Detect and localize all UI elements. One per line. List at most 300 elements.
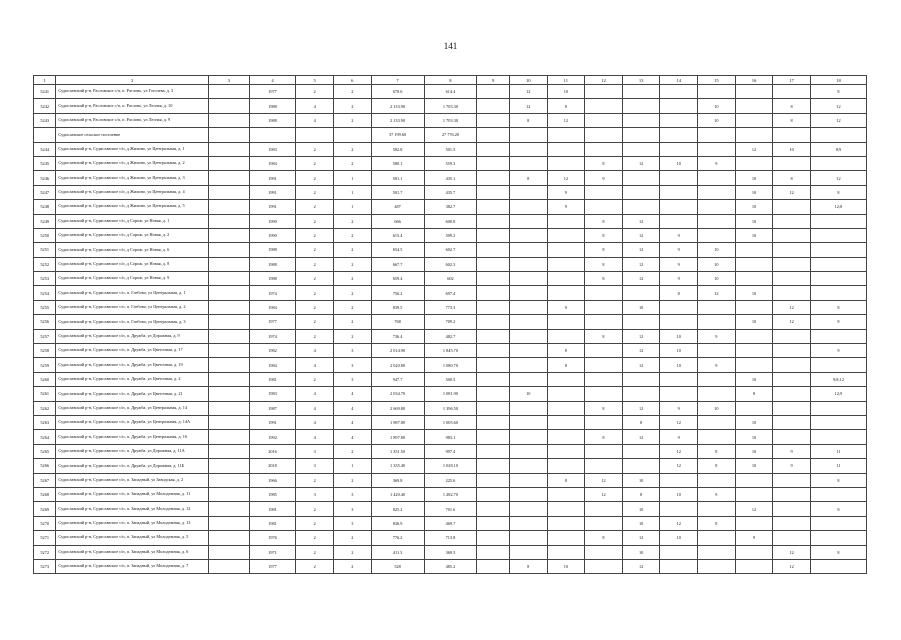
value-cell bbox=[477, 387, 510, 401]
value-cell: 8 bbox=[660, 286, 698, 300]
table-row bbox=[34, 444, 867, 458]
table-row bbox=[34, 545, 867, 559]
value-cell: 2 bbox=[296, 315, 334, 329]
value-cell: 599.2 bbox=[424, 228, 477, 242]
row-id-cell: 5259 bbox=[34, 358, 56, 372]
value-cell: 12 bbox=[622, 344, 660, 358]
value-cell: 614.4 bbox=[424, 85, 477, 99]
value-cell bbox=[585, 315, 623, 329]
value-cell bbox=[773, 214, 811, 228]
value-cell: 2 bbox=[296, 272, 334, 286]
row-id-cell: 5249 bbox=[34, 214, 56, 228]
value-cell: 2 bbox=[334, 228, 372, 242]
value-cell: 773.3 bbox=[424, 300, 477, 314]
value-cell: 9 bbox=[660, 257, 698, 271]
row-id-cell: 5247 bbox=[34, 185, 56, 199]
value-cell bbox=[208, 531, 249, 545]
value-cell: 12 bbox=[622, 329, 660, 343]
value-cell: 2 bbox=[296, 228, 334, 242]
value-cell: 4 bbox=[296, 430, 334, 444]
value-cell bbox=[810, 487, 866, 501]
value-cell bbox=[585, 516, 623, 530]
value-cell: 501.7 bbox=[371, 185, 424, 199]
value-cell bbox=[660, 545, 698, 559]
table-row bbox=[34, 200, 867, 214]
value-cell bbox=[585, 113, 623, 127]
value-cell bbox=[810, 329, 866, 343]
value-cell: 12 bbox=[622, 430, 660, 444]
value-cell: 2 133.90 bbox=[371, 99, 424, 113]
value-cell bbox=[698, 430, 736, 444]
value-cell bbox=[622, 387, 660, 401]
address-cell: Судиславский р-н, Судиславское с/п, п. Глебово, ул Центральная, д. 3 bbox=[56, 315, 209, 329]
value-cell bbox=[698, 545, 736, 559]
value-cell: 12 bbox=[622, 228, 660, 242]
value-cell: 9 bbox=[810, 344, 866, 358]
value-cell bbox=[585, 387, 623, 401]
value-cell bbox=[477, 99, 510, 113]
value-cell: 9 bbox=[547, 200, 585, 214]
address-cell: Судиславский р-н, Судиславское с/п, п. Западный, ул Молодежная, д. 7 bbox=[56, 559, 209, 573]
value-cell bbox=[735, 516, 773, 530]
column-header-18: 18 bbox=[810, 76, 866, 85]
value-cell: 12 bbox=[773, 315, 811, 329]
value-cell: 1988 bbox=[249, 272, 296, 286]
row-id-cell: 5265 bbox=[34, 444, 56, 458]
value-cell bbox=[810, 415, 866, 429]
table-row bbox=[34, 300, 867, 314]
value-cell bbox=[208, 329, 249, 343]
value-cell: 12 bbox=[773, 300, 811, 314]
value-cell bbox=[660, 372, 698, 386]
value-cell: 1974 bbox=[249, 286, 296, 300]
value-cell: 8;9 bbox=[810, 142, 866, 156]
table-row bbox=[34, 401, 867, 415]
value-cell: 2 014.90 bbox=[371, 344, 424, 358]
value-cell: 12 bbox=[622, 272, 660, 286]
value-cell bbox=[622, 128, 660, 142]
value-cell bbox=[735, 85, 773, 99]
address-cell: Судиславский р-н, Судиславское с/п, д Жилино, ул Центральная, д. 4 bbox=[56, 185, 209, 199]
value-cell: 9 bbox=[773, 444, 811, 458]
value-cell bbox=[735, 358, 773, 372]
value-cell: 4 bbox=[296, 401, 334, 415]
value-cell: 736.4 bbox=[371, 329, 424, 343]
value-cell: 8 bbox=[773, 99, 811, 113]
value-cell bbox=[810, 272, 866, 286]
table-row bbox=[34, 142, 867, 156]
table-row bbox=[34, 559, 867, 573]
value-cell: 2 020.80 bbox=[371, 358, 424, 372]
value-cell bbox=[585, 444, 623, 458]
address-cell: Судиславский р-н, Судиславское с/п, д Сорож, ул Новая, д. 1 bbox=[56, 214, 209, 228]
table-row bbox=[34, 531, 867, 545]
value-cell: 666 bbox=[371, 214, 424, 228]
address-cell: Судиславский р-н, Судиславское с/п, п. Западный, ул Молодежная, д. 5 bbox=[56, 531, 209, 545]
value-cell: 1 703.30 bbox=[424, 99, 477, 113]
value-cell bbox=[810, 128, 866, 142]
value-cell: 580.1 bbox=[371, 156, 424, 170]
value-cell: 582.8 bbox=[371, 142, 424, 156]
value-cell: 9 bbox=[660, 228, 698, 242]
value-cell bbox=[547, 401, 585, 415]
row-id-cell: 5243 bbox=[34, 113, 56, 127]
page-number: 141 bbox=[443, 41, 458, 51]
column-header-10: 10 bbox=[509, 76, 547, 85]
address-cell: Судиславский р-н, Судиславское с/п, п. Западный, ул Молодежная, д. 6 bbox=[56, 545, 209, 559]
value-cell bbox=[773, 272, 811, 286]
row-id-cell: 5254 bbox=[34, 286, 56, 300]
value-cell: 10 bbox=[735, 171, 773, 185]
value-cell bbox=[208, 401, 249, 415]
value-cell: 12;8 bbox=[810, 200, 866, 214]
value-cell: 12 bbox=[622, 156, 660, 170]
row-id-cell: 5253 bbox=[34, 272, 56, 286]
row-id-cell: 5242 bbox=[34, 99, 56, 113]
value-cell: 2 bbox=[296, 473, 334, 487]
value-cell bbox=[773, 372, 811, 386]
value-cell: 3 bbox=[334, 372, 372, 386]
value-cell bbox=[735, 257, 773, 271]
value-cell: 8 bbox=[547, 99, 585, 113]
value-cell bbox=[660, 99, 698, 113]
value-cell bbox=[585, 85, 623, 99]
value-cell bbox=[208, 142, 249, 156]
value-cell: 670.6 bbox=[371, 85, 424, 99]
value-cell bbox=[773, 128, 811, 142]
value-cell bbox=[547, 228, 585, 242]
row-id-cell: 5261 bbox=[34, 387, 56, 401]
value-cell bbox=[547, 272, 585, 286]
value-cell bbox=[698, 85, 736, 99]
value-cell: 3 bbox=[334, 344, 372, 358]
value-cell: 10 bbox=[622, 502, 660, 516]
value-cell bbox=[208, 228, 249, 242]
value-cell bbox=[547, 487, 585, 501]
value-cell: 1991 bbox=[249, 185, 296, 199]
value-cell bbox=[208, 128, 249, 142]
value-cell bbox=[509, 300, 547, 314]
value-cell: 9 bbox=[660, 430, 698, 444]
value-cell: 9 bbox=[698, 358, 736, 372]
value-cell: 2018 bbox=[249, 459, 296, 473]
value-cell: 2 bbox=[334, 531, 372, 545]
value-cell: 2 bbox=[334, 473, 372, 487]
value-cell: 1981 bbox=[249, 372, 296, 386]
value-cell bbox=[208, 559, 249, 573]
value-cell: 8 bbox=[547, 358, 585, 372]
value-cell: 2 bbox=[296, 85, 334, 99]
value-cell: 8 bbox=[810, 315, 866, 329]
value-cell: 1 bbox=[334, 459, 372, 473]
value-cell bbox=[585, 372, 623, 386]
value-cell: 11 bbox=[810, 459, 866, 473]
value-cell: 10 bbox=[698, 99, 736, 113]
row-id-cell: 5271 bbox=[34, 531, 56, 545]
value-cell: 1984 bbox=[249, 300, 296, 314]
value-cell: 12 bbox=[810, 99, 866, 113]
value-cell: 485.2 bbox=[424, 559, 477, 573]
address-cell: Судиславское сельское поселение bbox=[56, 128, 209, 142]
value-cell bbox=[547, 444, 585, 458]
row-id-cell: 5260 bbox=[34, 372, 56, 386]
value-cell bbox=[334, 128, 372, 142]
address-cell: Судиславский р-н, Судиславское с/п, п. Дружба, ул Центральная, д. 14А bbox=[56, 415, 209, 429]
value-cell bbox=[208, 300, 249, 314]
value-cell bbox=[208, 200, 249, 214]
address-cell: Судиславский р-н, Судиславское с/п, п. Дружба, ул Центральная, д. 16 bbox=[56, 430, 209, 444]
value-cell: 8 bbox=[622, 415, 660, 429]
value-cell: 9 bbox=[698, 329, 736, 343]
value-cell: 3 bbox=[334, 502, 372, 516]
value-cell: 1981 bbox=[249, 516, 296, 530]
value-cell bbox=[509, 516, 547, 530]
value-cell bbox=[810, 430, 866, 444]
value-cell: 12 bbox=[622, 257, 660, 271]
value-cell bbox=[735, 99, 773, 113]
value-cell bbox=[698, 142, 736, 156]
value-cell: 825.2 bbox=[371, 502, 424, 516]
value-cell: 12 bbox=[622, 401, 660, 415]
value-cell: 12 bbox=[773, 185, 811, 199]
address-cell: Судиславский р-н, Судиславское с/п, д Сорож, ул Новая, д. 2 bbox=[56, 228, 209, 242]
address-cell: Судиславский р-н, Судиславское с/п, п. Западный, ул Молодежная, д. 13 bbox=[56, 516, 209, 530]
value-cell: 8 bbox=[810, 473, 866, 487]
value-cell: 2 bbox=[296, 243, 334, 257]
value-cell: 10 bbox=[735, 315, 773, 329]
value-cell bbox=[735, 156, 773, 170]
value-cell: 501.1 bbox=[371, 171, 424, 185]
value-cell: 2 bbox=[334, 99, 372, 113]
value-cell bbox=[477, 401, 510, 415]
value-cell bbox=[773, 401, 811, 415]
value-cell: 12 bbox=[735, 502, 773, 516]
value-cell: 10 bbox=[622, 473, 660, 487]
value-cell: 1974 bbox=[249, 329, 296, 343]
value-cell: 10 bbox=[660, 344, 698, 358]
value-cell: 1991 bbox=[249, 415, 296, 429]
value-cell: 487 bbox=[371, 200, 424, 214]
value-cell: 654.5 bbox=[371, 243, 424, 257]
address-cell: Судиславский р-н, Судиславское с/п, п. Дружба, ул Цветочная, д. 19 bbox=[56, 358, 209, 372]
table-row bbox=[34, 415, 867, 429]
value-cell bbox=[773, 243, 811, 257]
value-cell bbox=[660, 113, 698, 127]
row-id-cell: 5266 bbox=[34, 459, 56, 473]
value-cell bbox=[698, 200, 736, 214]
value-cell: 500.5 bbox=[424, 372, 477, 386]
value-cell: 2 bbox=[334, 113, 372, 127]
value-cell: 1971 bbox=[249, 545, 296, 559]
value-cell: 9 bbox=[660, 401, 698, 415]
value-cell: 10 bbox=[698, 113, 736, 127]
value-cell: 1 845.70 bbox=[424, 344, 477, 358]
value-cell: 2016 bbox=[249, 444, 296, 458]
address-cell: Судиславский р-н, Судиславское с/п, п. Дружба, ул Центральная, д. 14 bbox=[56, 401, 209, 415]
value-cell bbox=[773, 257, 811, 271]
table-row bbox=[34, 473, 867, 487]
value-cell: 12 bbox=[547, 171, 585, 185]
value-cell: 1983 bbox=[249, 387, 296, 401]
value-cell bbox=[585, 128, 623, 142]
value-cell bbox=[585, 300, 623, 314]
value-cell bbox=[509, 545, 547, 559]
value-cell: 8 bbox=[585, 228, 623, 242]
value-cell bbox=[622, 185, 660, 199]
value-cell: 1983 bbox=[249, 142, 296, 156]
column-header-11: 11 bbox=[547, 76, 585, 85]
subtotal-row bbox=[34, 128, 867, 142]
value-cell: 435.1 bbox=[424, 171, 477, 185]
value-cell: 12 bbox=[810, 171, 866, 185]
value-cell bbox=[208, 387, 249, 401]
value-cell bbox=[477, 272, 510, 286]
value-cell: 12 bbox=[773, 559, 811, 573]
value-cell: 8 bbox=[810, 300, 866, 314]
table-row bbox=[34, 214, 867, 228]
value-cell: 2 034.70 bbox=[371, 387, 424, 401]
value-cell bbox=[585, 545, 623, 559]
value-cell bbox=[477, 257, 510, 271]
value-cell bbox=[735, 113, 773, 127]
value-cell bbox=[735, 559, 773, 573]
value-cell bbox=[547, 531, 585, 545]
value-cell: 8 bbox=[585, 401, 623, 415]
value-cell bbox=[547, 142, 585, 156]
value-cell bbox=[509, 344, 547, 358]
value-cell bbox=[660, 559, 698, 573]
value-cell bbox=[249, 128, 296, 142]
value-cell: 3 bbox=[296, 459, 334, 473]
value-cell bbox=[509, 487, 547, 501]
value-cell bbox=[773, 85, 811, 99]
value-cell: 667.7 bbox=[371, 257, 424, 271]
table-row bbox=[34, 358, 867, 372]
value-cell: 1 987.80 bbox=[371, 415, 424, 429]
table-row bbox=[34, 171, 867, 185]
value-cell: 9 bbox=[547, 185, 585, 199]
value-cell: 9 bbox=[698, 156, 736, 170]
value-cell bbox=[509, 142, 547, 156]
row-id-cell: 5270 bbox=[34, 516, 56, 530]
value-cell: 12 bbox=[622, 358, 660, 372]
table-body bbox=[34, 76, 867, 574]
value-cell bbox=[660, 128, 698, 142]
value-cell: 1 351.50 bbox=[371, 444, 424, 458]
value-cell: 12 bbox=[660, 444, 698, 458]
value-cell bbox=[585, 344, 623, 358]
value-cell bbox=[208, 459, 249, 473]
value-cell: 1 bbox=[334, 185, 372, 199]
value-cell bbox=[509, 444, 547, 458]
value-cell bbox=[660, 142, 698, 156]
value-cell bbox=[208, 99, 249, 113]
value-cell bbox=[735, 329, 773, 343]
row-id-cell: 5273 bbox=[34, 559, 56, 573]
value-cell: 659.4 bbox=[371, 272, 424, 286]
value-cell: 1982 bbox=[249, 344, 296, 358]
table-row bbox=[34, 185, 867, 199]
table-row bbox=[34, 156, 867, 170]
value-cell bbox=[773, 286, 811, 300]
value-cell: 776.2 bbox=[371, 531, 424, 545]
value-cell: 12 bbox=[622, 243, 660, 257]
value-cell: 3 bbox=[334, 516, 372, 530]
value-cell bbox=[810, 559, 866, 573]
value-cell: 1988 bbox=[249, 243, 296, 257]
address-cell: Судиславский р-н, Судиславское с/п, д Сорож, ул Новая, д. 6 bbox=[56, 243, 209, 257]
address-cell: Судиславский р-н, Судиславское с/п, п. Западный, ул Молодежная, д. 12 bbox=[56, 502, 209, 516]
value-cell: 10 bbox=[698, 401, 736, 415]
value-cell bbox=[477, 128, 510, 142]
column-header-7: 7 bbox=[371, 76, 424, 85]
value-cell bbox=[698, 185, 736, 199]
value-cell: 2 bbox=[296, 545, 334, 559]
value-cell bbox=[477, 286, 510, 300]
value-cell bbox=[477, 531, 510, 545]
value-cell: 1 081.90 bbox=[424, 387, 477, 401]
value-cell: 10 bbox=[622, 516, 660, 530]
value-cell bbox=[547, 545, 585, 559]
value-cell: 2 bbox=[334, 142, 372, 156]
value-cell bbox=[773, 156, 811, 170]
value-cell bbox=[698, 372, 736, 386]
table-row bbox=[34, 329, 867, 343]
value-cell: 2 bbox=[296, 329, 334, 343]
row-id-cell: 5250 bbox=[34, 228, 56, 242]
value-cell: 9 bbox=[547, 300, 585, 314]
value-cell: 10 bbox=[698, 257, 736, 271]
value-cell bbox=[509, 531, 547, 545]
table-row bbox=[34, 113, 867, 127]
address-cell: Судиславский р-н, Судиславское с/п, п. Дружба, ул Цветочная, д. 21 bbox=[56, 387, 209, 401]
table-row bbox=[34, 459, 867, 473]
value-cell bbox=[810, 214, 866, 228]
value-cell: 1977 bbox=[249, 85, 296, 99]
value-cell bbox=[660, 185, 698, 199]
value-cell bbox=[698, 214, 736, 228]
address-cell: Судиславский р-н, Судиславское с/п, д Сорож, ул Новая, д. 8 bbox=[56, 257, 209, 271]
value-cell: 12 bbox=[622, 531, 660, 545]
table-row bbox=[34, 387, 867, 401]
value-cell bbox=[477, 315, 510, 329]
value-cell: 8 bbox=[698, 516, 736, 530]
table-row bbox=[34, 516, 867, 530]
value-cell: 1 080.70 bbox=[424, 358, 477, 372]
value-cell: 1990 bbox=[249, 228, 296, 242]
address-cell: Судиславский р-н, Расловское с/п, п. Раслово, ул Гоголева, д. 3 bbox=[56, 85, 209, 99]
value-cell bbox=[660, 214, 698, 228]
value-cell: 12 bbox=[810, 113, 866, 127]
value-cell: 836.9 bbox=[371, 516, 424, 530]
value-cell bbox=[810, 257, 866, 271]
address-cell: Судиславский р-н, Судиславское с/п, п. Глебово, ул Центральная, д. 1 bbox=[56, 286, 209, 300]
value-cell: 12 bbox=[547, 113, 585, 127]
value-cell: 4 bbox=[334, 387, 372, 401]
value-cell bbox=[477, 171, 510, 185]
value-cell bbox=[698, 171, 736, 185]
value-cell: 10 bbox=[660, 487, 698, 501]
column-header-2: 2 bbox=[56, 76, 209, 85]
value-cell bbox=[477, 300, 510, 314]
address-cell: Судиславский р-н, Расловское с/п, п. Раслово, ул Лесная, д. 9 bbox=[56, 113, 209, 127]
value-cell: 2 133.90 bbox=[371, 113, 424, 127]
column-header-3: 3 bbox=[208, 76, 249, 85]
value-cell bbox=[773, 228, 811, 242]
value-cell bbox=[477, 358, 510, 372]
address-cell: Судиславский р-н, Судиславское с/п, д Сорож, ул Новая, д. 9 bbox=[56, 272, 209, 286]
value-cell: 2 bbox=[296, 502, 334, 516]
